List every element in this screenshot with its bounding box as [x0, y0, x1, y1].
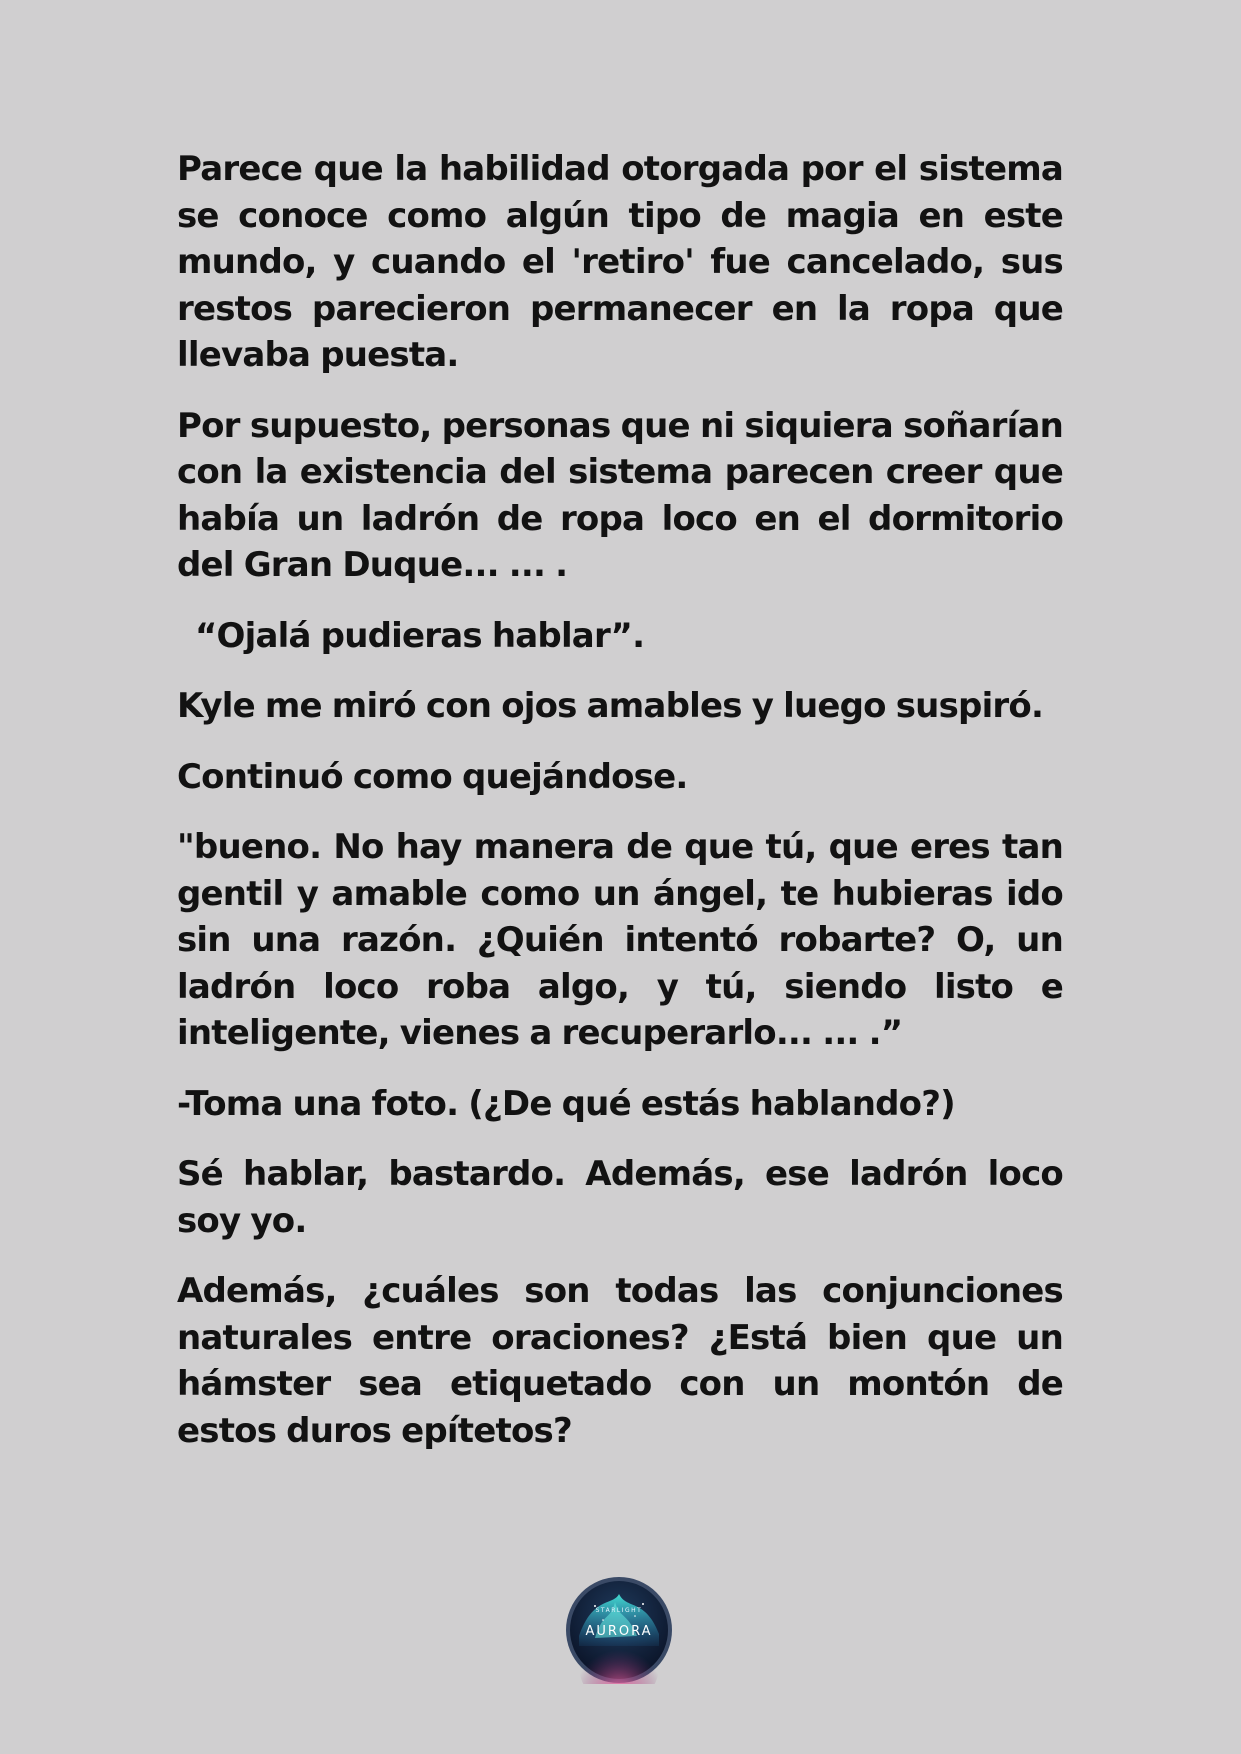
aurora-logo — [565, 1576, 673, 1684]
logo-main-text: AURORA — [585, 1624, 653, 1639]
aurora-logo-icon — [565, 1576, 673, 1684]
logo-top-text: STARLIGHT — [595, 1607, 643, 1614]
paragraph-2: Por supuesto, personas que ni siquiera soñarían con la existencia del sistema parecen creer que había un ladrón de ropa loco en el dormitorio del Gran Duque... ... . — [177, 405, 1063, 585]
paragraph-4: Kyle me miró con ojos amables y luego suspiró. — [177, 686, 1044, 726]
paragraph-9: Además, ¿cuáles son todas las conjunciones naturales entre oraciones? ¿Está bien que un hámster sea etiquetado con un montón de estos duros epítetos? — [177, 1271, 1063, 1451]
paragraph-3-quote: “Ojalá pudieras hablar”. — [195, 615, 645, 656]
paragraph-1: Parece que la habilidad otorgada por el sistema se conoce como algún tipo de magia en este mundo, y cuando el 'retiro' fue cancelado, sus restos parecieron permanecer en la ropa que llevaba puesta. — [177, 149, 1063, 375]
paragraph-6: "bueno. No hay manera de que tú, que eres tan gentil y amable como un ángel, te hubieras ido sin una razón. ¿Quién intentó robarte? O, un ladrón loco roba algo, y tú, siendo listo e inteligente, vienes a recuperarlo... ... .” — [177, 827, 1063, 1053]
paragraph-8: Sé hablar, bastardo. Además, ese ladrón loco soy yo. — [177, 1154, 1063, 1241]
paragraph-7: -Toma una foto. (¿De qué estás hablando?) — [177, 1083, 955, 1124]
page-body — [177, 146, 1063, 1478]
paragraph-5: Continuó como quejándose. — [177, 756, 688, 797]
